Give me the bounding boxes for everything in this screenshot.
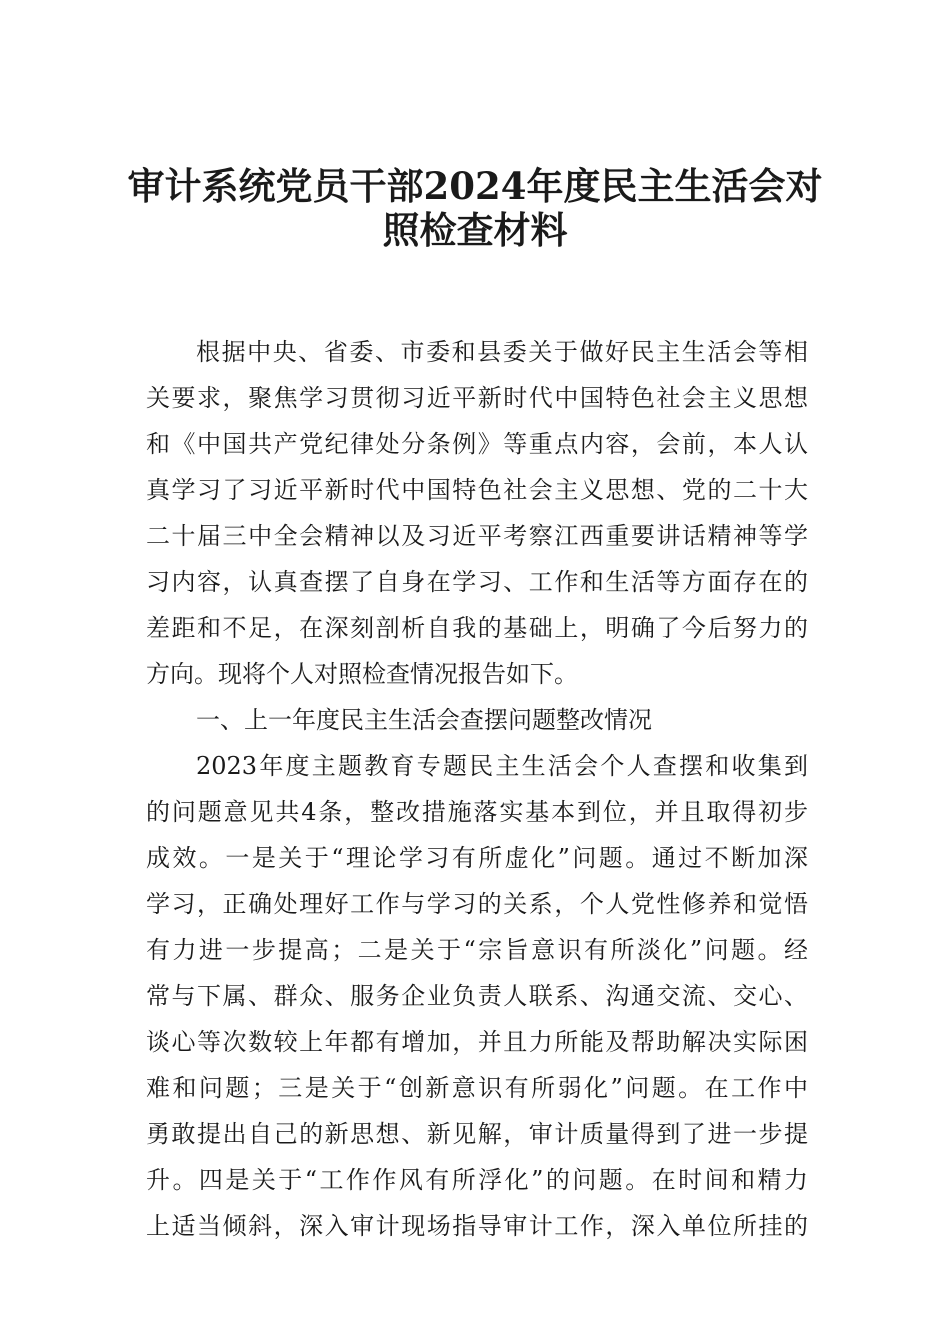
- document-body: [146, 329, 808, 1249]
- intro-line: 方向。现将个人对照检查情况报告如下。: [146, 660, 578, 688]
- section-line: 成效。一是关于“理论学习有所虚化”问题。通过不断加深: [146, 844, 808, 872]
- intro-line: 关要求，聚焦学习贯彻习近平新时代中国特色社会主义思想: [146, 384, 808, 412]
- section-line: 上适当倾斜，深入审计现场指导审计工作，深入单位所挂的: [146, 1212, 808, 1240]
- intro-line: 二十届三中全会精神以及习近平考察江西重要讲话精神等学: [146, 522, 808, 550]
- section-line: 有力进一步提高；二是关于“宗旨意识有所淡化”问题。经: [146, 936, 808, 964]
- section-line: 谈心等次数较上年都有增加，并且力所能及帮助解决实际困: [146, 1028, 808, 1056]
- section-line: 升。四是关于“工作作风有所浮化”的问题。在时间和精力: [146, 1166, 808, 1194]
- section-line: 学习，正确处理好工作与学习的关系，个人党性修养和觉悟: [146, 890, 808, 918]
- intro-line: 习内容，认真查摆了自身在学习、工作和生活等方面存在的: [146, 568, 808, 596]
- section-heading: 一、上一年度民主生活会查摆问题整改情况: [196, 706, 652, 734]
- intro-line: 真学习了习近平新时代中国特色社会主义思想、党的二十大: [146, 476, 808, 504]
- intro-line: 根据中央、省委、市委和县委关于做好民主生活会等相: [196, 338, 808, 366]
- intro-line: 差距和不足，在深刻剖析自我的基础上，明确了今后努力的: [146, 614, 808, 642]
- section-line: 2023年度主题教育专题民主生活会个人查摆和收集到: [196, 752, 808, 780]
- section-line: 的问题意见共4条，整改措施落实基本到位，并且取得初步: [146, 798, 808, 826]
- document-title-line-2: 照检查材料: [382, 208, 568, 252]
- document-title-line-1: 审计系统党员干部2024年度民主生活会对: [127, 164, 823, 208]
- section-line: 勇敢提出自己的新思想、新见解，审计质量得到了进一步提: [146, 1120, 808, 1148]
- intro-line: 和《中国共产党纪律处分条例》等重点内容，会前，本人认: [146, 430, 808, 458]
- section-line: 常与下属、群众、服务企业负责人联系、沟通交流、交心、: [146, 982, 808, 1010]
- section-line: 难和问题；三是关于“创新意识有所弱化”问题。在工作中: [146, 1074, 808, 1102]
